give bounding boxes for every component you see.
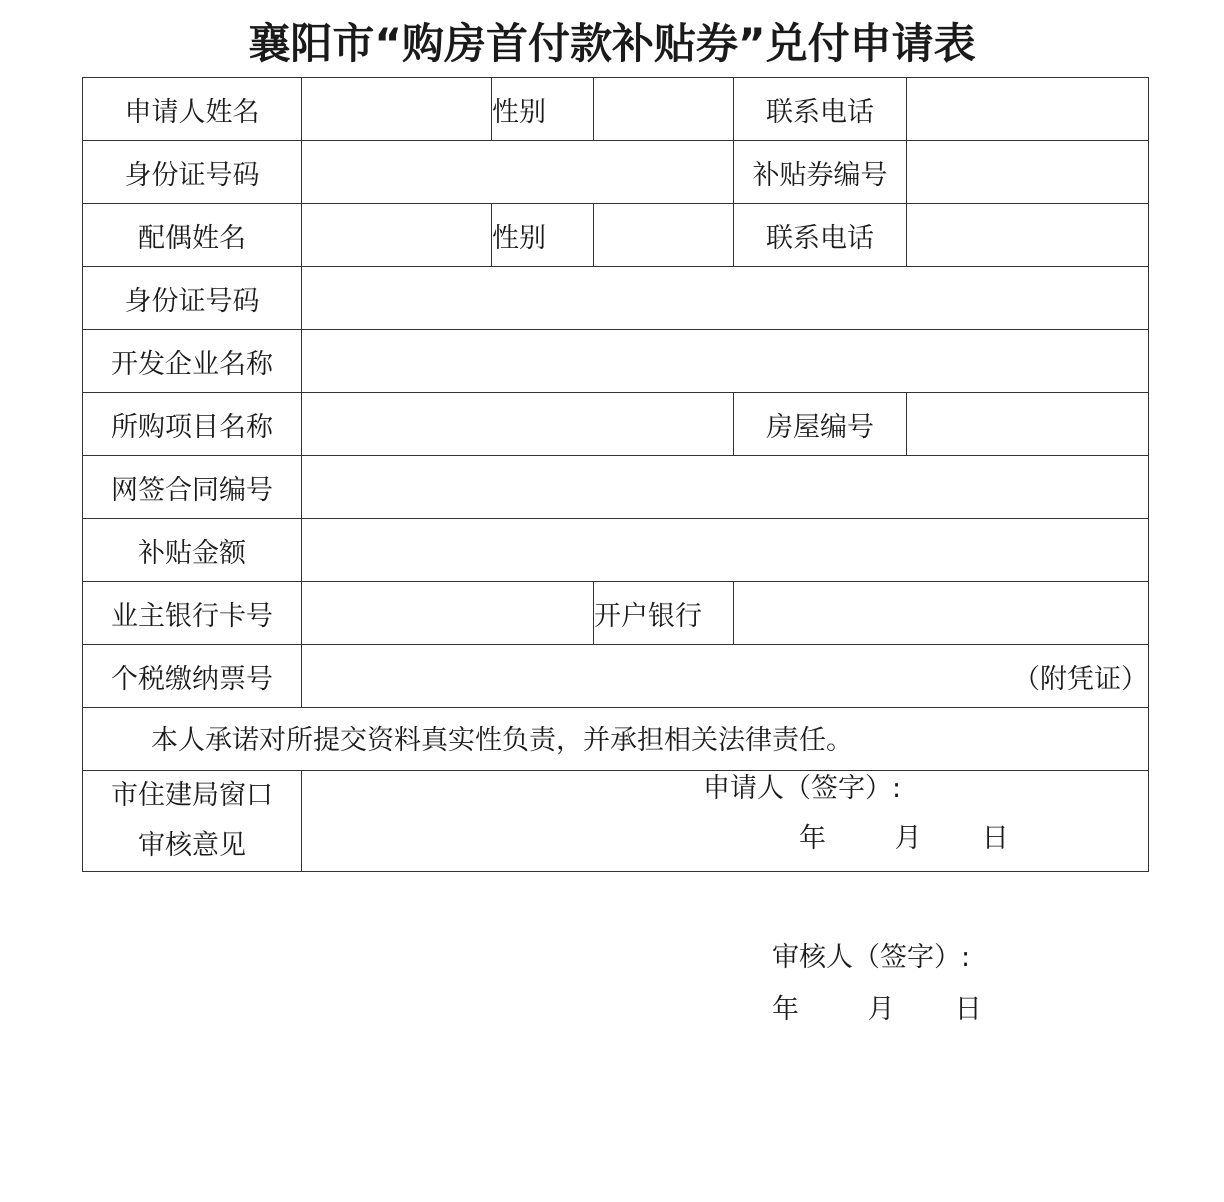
review-label (83, 771, 302, 872)
id-number-label: 身份证号码 (83, 141, 302, 204)
review-label-line2: 审核意见 (138, 830, 246, 861)
gender-label: 性别 (492, 78, 594, 141)
spouse-id-number-label: 身份证号码 (83, 267, 302, 330)
voucher-number-field[interactable] (907, 141, 1149, 204)
form-row-spouse-id (83, 267, 1149, 330)
attach-note: （附凭证） (1013, 663, 1148, 695)
review-label-line1: 市住建局窗口 (111, 780, 273, 811)
bank-name-field[interactable] (734, 582, 1149, 645)
spouse-gender-field[interactable] (594, 204, 734, 267)
spouse-name-field[interactable] (302, 204, 492, 267)
subsidy-amount-field[interactable] (302, 519, 1149, 582)
spouse-phone-label: 联系电话 (734, 204, 907, 267)
id-number-field[interactable] (302, 141, 734, 204)
contract-number-field[interactable] (302, 456, 1149, 519)
form-row-applicant (83, 78, 1149, 141)
spouse-phone-field[interactable] (907, 204, 1149, 267)
form-row-pledge (83, 708, 1149, 771)
project-name-label: 所购项目名称 (83, 393, 302, 456)
spouse-gender-label: 性别 (492, 204, 594, 267)
gender-field[interactable] (594, 78, 734, 141)
form-row-id (83, 141, 1149, 204)
project-name-field[interactable] (302, 393, 734, 456)
applicant-date-label: 年 月 日 (799, 823, 1009, 854)
form-row-contract (83, 456, 1149, 519)
form-row-review (83, 771, 1149, 872)
house-number-label: 房屋编号 (734, 393, 907, 456)
tax-ticket-label: 个税缴纳票号 (83, 645, 302, 708)
form-row-spouse (83, 204, 1149, 267)
application-form (82, 77, 1149, 1025)
applicant-name-field[interactable] (302, 78, 492, 141)
spouse-name-label: 配偶姓名 (83, 204, 302, 267)
spouse-id-number-field[interactable] (302, 267, 1149, 330)
form-row-tax (83, 645, 1149, 708)
pledge-text: 本人承诺对所提交资料真实性负责，并承担相关法律责任。 (151, 725, 853, 756)
form-row-developer (83, 330, 1149, 393)
developer-name-field[interactable] (302, 330, 1149, 393)
house-number-field[interactable] (907, 393, 1149, 456)
developer-name-label: 开发企业名称 (83, 330, 302, 393)
bank-card-field[interactable] (302, 582, 594, 645)
bank-card-label: 业主银行卡号 (83, 582, 302, 645)
review-opinion-field[interactable] (302, 771, 1149, 1025)
reviewer-signature-label: 审核人（签字）: (772, 942, 971, 973)
reviewer-date-label: 年 月 日 (772, 994, 982, 1025)
voucher-number-label: 补贴券编号 (734, 141, 907, 204)
form-title: 襄阳市“购房首付款补贴券”兑付申请表 (248, 19, 976, 68)
applicant-signature-label: 申请人（签字）: (703, 773, 902, 804)
form-row-project (83, 393, 1149, 456)
subsidy-amount-label: 补贴金额 (83, 519, 302, 582)
form-row-bank (83, 582, 1149, 645)
applicant-name-label: 申请人姓名 (83, 78, 302, 141)
contract-number-label: 网签合同编号 (83, 456, 302, 519)
tax-ticket-field[interactable] (302, 645, 1149, 708)
phone-label: 联系电话 (734, 78, 907, 141)
bank-name-label: 开户银行 (594, 582, 734, 645)
form-row-subsidy (83, 519, 1149, 582)
phone-field[interactable] (907, 78, 1149, 141)
